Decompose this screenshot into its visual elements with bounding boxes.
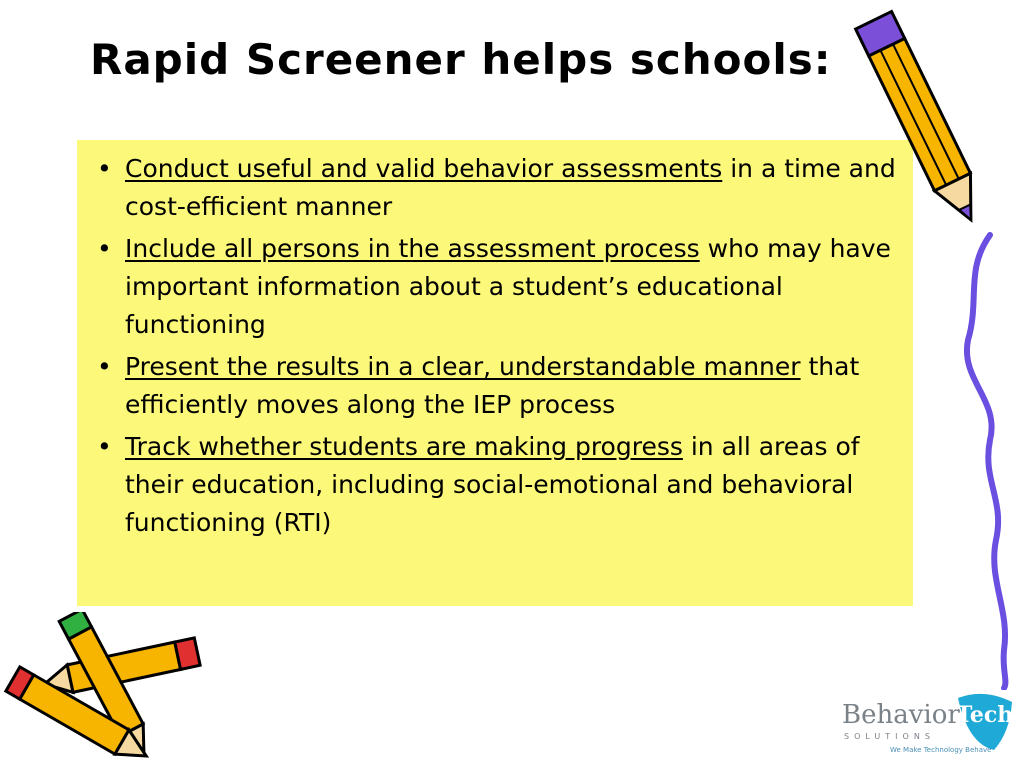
slide-title: Rapid Screener helps schools:	[90, 35, 832, 84]
behavior-tech-logo	[838, 690, 1018, 762]
content-box	[77, 140, 913, 606]
bullet-item-1	[89, 150, 903, 226]
pencils-icon	[0, 612, 210, 762]
logo-name-tech: Tech	[956, 702, 1014, 728]
bullet-3-text: that efficiently moves along the IEP process	[125, 352, 860, 419]
bullet-list	[89, 150, 903, 542]
bullet-4-text: in all areas of their education, including social-emotional and behavioral functioning (RTI)	[125, 432, 860, 537]
pencil-icon	[850, 0, 1010, 245]
squiggle-line-icon	[960, 230, 1024, 690]
bullet-2-text: who may have important information about a student’s educational functioning	[125, 234, 891, 339]
logo-name-behavior: Behavior	[842, 700, 960, 730]
bullet-2-key-phrase: Include all persons in the assessment process	[125, 234, 700, 263]
bullet-item-3	[89, 348, 903, 424]
logo-tagline: We Make Technology Behave	[890, 746, 992, 754]
bullet-dot: •	[97, 234, 112, 263]
bullet-3-key-phrase: Present the results in a clear, understandable manner	[125, 352, 801, 381]
bullet-item-4	[89, 428, 903, 542]
bullet-dot: •	[97, 352, 112, 381]
bullet-dot: •	[97, 154, 112, 183]
bullet-4-key-phrase: Track whether students are making progress	[125, 432, 683, 461]
bullet-1-text: in a time and cost-efficient manner	[125, 154, 896, 221]
bullet-1-key-phrase: Conduct useful and valid behavior assessments	[125, 154, 723, 183]
bullet-item-2	[89, 230, 903, 344]
logo-subtitle: SOLUTIONS	[844, 732, 935, 741]
bullet-dot: •	[97, 432, 112, 461]
